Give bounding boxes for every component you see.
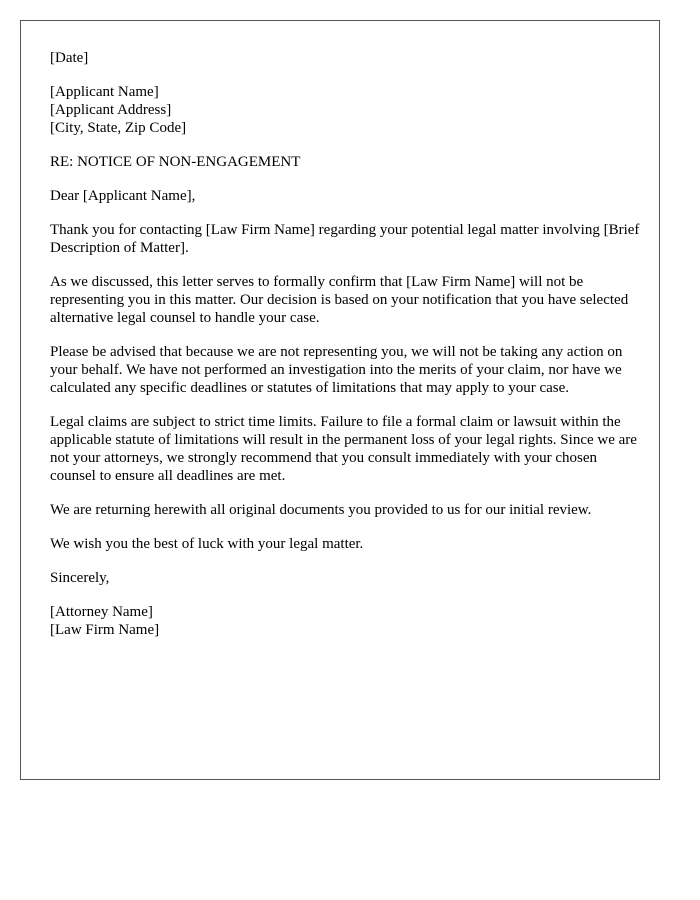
recipient-block — [50, 83, 640, 137]
paragraph-best-wishes: We wish you the best of luck with your legal matter. — [50, 536, 364, 552]
letter-date: [Date] — [50, 50, 89, 66]
paragraph-advisement: Please be advised that because we are not representing you, we will not be taking any action on your behalf. We have not performed an investigation into the merits of your claim, nor have we calculated any specific deadlines or statutes of limitations that may apply to your case. — [50, 344, 623, 396]
paragraph-time-limits: Legal claims are subject to strict time limits. Failure to file a formal claim or lawsuit within the applicable statute of limitations will result in the permanent loss of your legal rights. Since we are not your attorneys, we strongly recommend that you consult immediately with your chosen counsel to ensure all deadlines are met. — [50, 414, 637, 484]
paragraph-contact: Thank you for contacting [Law Firm Name] regarding your potential legal matter involving [Brief Description of Matter]. — [50, 222, 640, 256]
letter-body — [50, 49, 640, 655]
letter-subject: RE: NOTICE OF NON-ENGAGEMENT — [50, 154, 301, 170]
recipient-city-state-zip: [City, State, Zip Code] — [50, 120, 187, 136]
paragraph-confirmation: As we discussed, this letter serves to formally confirm that [Law Firm Name] will not be representing you in this matter. Our decision is based on your notification that you have selected alternative legal counsel to handle your case. — [50, 274, 629, 326]
letter-page — [20, 20, 660, 780]
signature-attorney-name: [Attorney Name] — [50, 604, 153, 620]
recipient-name: [Applicant Name] — [50, 84, 159, 100]
recipient-address: [Applicant Address] — [50, 102, 172, 118]
paragraph-documents-returned: We are returning herewith all original documents you provided to us for our initial review. — [50, 502, 592, 518]
signature-block — [50, 603, 640, 639]
letter-closing: Sincerely, — [50, 570, 110, 586]
signature-firm-name: [Law Firm Name] — [50, 622, 160, 638]
letter-salutation: Dear [Applicant Name], — [50, 188, 196, 204]
